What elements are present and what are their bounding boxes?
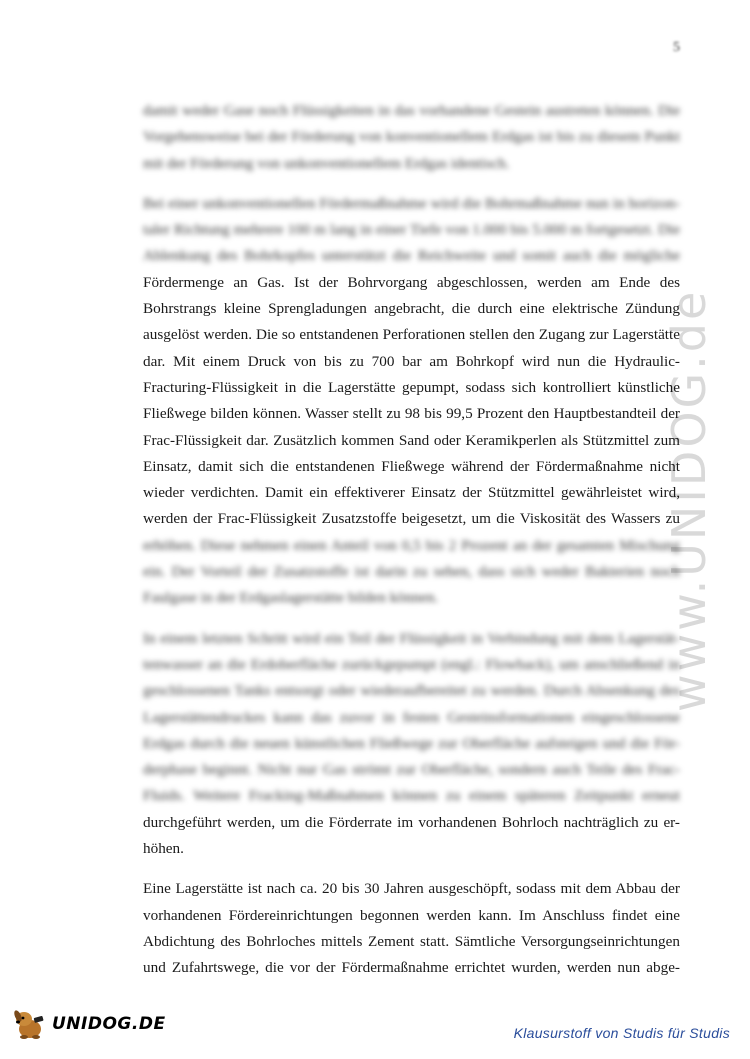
text-line: Fördermenge an Gas. Ist der Bohrvorgang abgeschlossen, werden am Ende des (143, 273, 680, 291)
blurred-text-line: mit der Förderung von unkonventionellem Erdgas identisch. (143, 154, 510, 172)
blurred-text-line: Ablenkung des Bohrkopfes unterstützt die Reichweite und somit auch die mögliche (143, 247, 680, 265)
text-line: werden der Frac-Flüssigkeit Zusatzstoffe beigesetzt, um die Viskosität des Wassers zu (143, 510, 680, 528)
text-line: durchgeführt werden, um die Förderrate im vorhandenen Bohrloch nachträglich zu er- (143, 813, 680, 831)
blurred-text-line: geschlossenen Tanks entsorgt oder wiederaufbereitet zu werden. Durch Absenkung des (143, 682, 680, 700)
text-line: dar. Mit einem Druck von bis zu 700 bar am Bohrkopf wird nun die Hydraulic- (143, 352, 680, 370)
text-line: Frac-Flüssigkeit dar. Zusätzlich kommen Sand oder Keramikperlen als Stützmittel zum (143, 431, 680, 449)
paragraph (143, 98, 680, 177)
text-line: Fließwege bilden können. Wasser stellt zu 98 bis 99,5 Prozent den Hauptbestandteil der (143, 405, 680, 423)
paragraph (143, 626, 680, 863)
blurred-text-line: Lagerstättendruckes kann das zuvor in festen Gesteinsformationen eingeschlossene (143, 708, 680, 726)
dog-logo-icon (10, 1007, 50, 1041)
text-line: höhen. (143, 840, 184, 858)
blurred-text-line: Bei einer unkonventionellen Fördermaßnahme wird die Bohrmaßnahme nun in horizon- (143, 194, 680, 212)
blurred-text-line: Fluids. Weitere Fracking-Maßnahmen können zu einem späteren Zeitpunkt erneut (143, 787, 680, 805)
blurred-text-line: erhöhen. Diese nehmen einen Anteil von 0,5 bis 2 Prozent an der gesamten Mischung (143, 536, 680, 554)
text-line: Bohrstrangs kleine Sprengladungen angebracht, die durch eine elektrische Zündung (143, 300, 680, 318)
text-line: und Zufahrtswege, die vor der Fördermaßnahme errichtet wurden, werden nun abge- (143, 959, 680, 977)
footer-tagline: Klausurstoff von Studis für Studis (513, 1025, 730, 1041)
footer-logo[interactable] (10, 1007, 166, 1041)
text-line: Eine Lagerstätte ist nach ca. 20 bis 30 Jahren ausgeschöpft, sodass mit dem Abbau der (143, 880, 680, 898)
paragraph (143, 191, 680, 612)
blurred-text-line: In einem letzten Schritt wird ein Teil der Flüssigkeit in Verbindung mit dem Lagerstät- (143, 629, 680, 647)
blurred-text-line: Vorgehensweise bei der Förderung von konventionellem Erdgas ist bis zu diesem Punkt (143, 128, 680, 146)
blurred-text-line: derphase beginnt. Nicht nur Gas strömt zur Oberfläche, sondern auch Teile des Frac- (143, 761, 680, 779)
blurred-text-line: Faulgase in der Erdgaslagerstätte bilden können. (143, 589, 439, 607)
text-line: wieder verdichten. Damit ein effektiverer Einsatz der Stützmittel gewährleistet wird, (143, 484, 680, 502)
blurred-text-line: Erdgas durch die neuen künstlichen Fließwege zur Oberfläche aufsteigen und die För- (143, 734, 680, 752)
watermark: www.UNIDOG.de (662, 288, 716, 712)
blurred-text-line: taler Richtung mehrere 100 m lang in einer Tiefe von 1.000 bis 5.000 m fortgesetzt. Die (143, 221, 680, 239)
text-line: Einsatz, damit sich die entstandenen Fließwege während der Fördermaßnahme nicht (143, 457, 680, 475)
blurred-text-line: damit weder Gase noch Flüssigkeiten in das vorhandene Gestein austreten können. Die (143, 102, 680, 119)
blurred-text-line: ein. Der Vorteil der Zusatzstoffe ist darin zu sehen, dass sich weder Bakterien noch (143, 563, 680, 581)
text-line: Fracturing-Flüssigkeit in die Lagerstätte gepumpt, sodass sich kontrolliert künstliche (143, 378, 680, 396)
text-line: vorhandenen Fördereinrichtungen begonnen werden kann. Im Anschluss findet eine (143, 906, 680, 924)
text-line: ausgelöst werden. Die so entstandenen Perforationen stellen den Zugang zur Lagerstätte (143, 326, 680, 344)
document-body (143, 98, 680, 996)
text-line: Abdichtung des Bohrloches mittels Zement statt. Sämtliche Versorgungseinrichtungen (143, 932, 680, 950)
blurred-text-line: tenwasser an die Erdoberfläche zurückgepumpt (engl.: Flowback), um anschließend in (143, 655, 680, 673)
page-number: 5 (673, 40, 680, 55)
logo-text: UNIDOG.DE (52, 1014, 166, 1034)
paragraph (143, 876, 680, 981)
